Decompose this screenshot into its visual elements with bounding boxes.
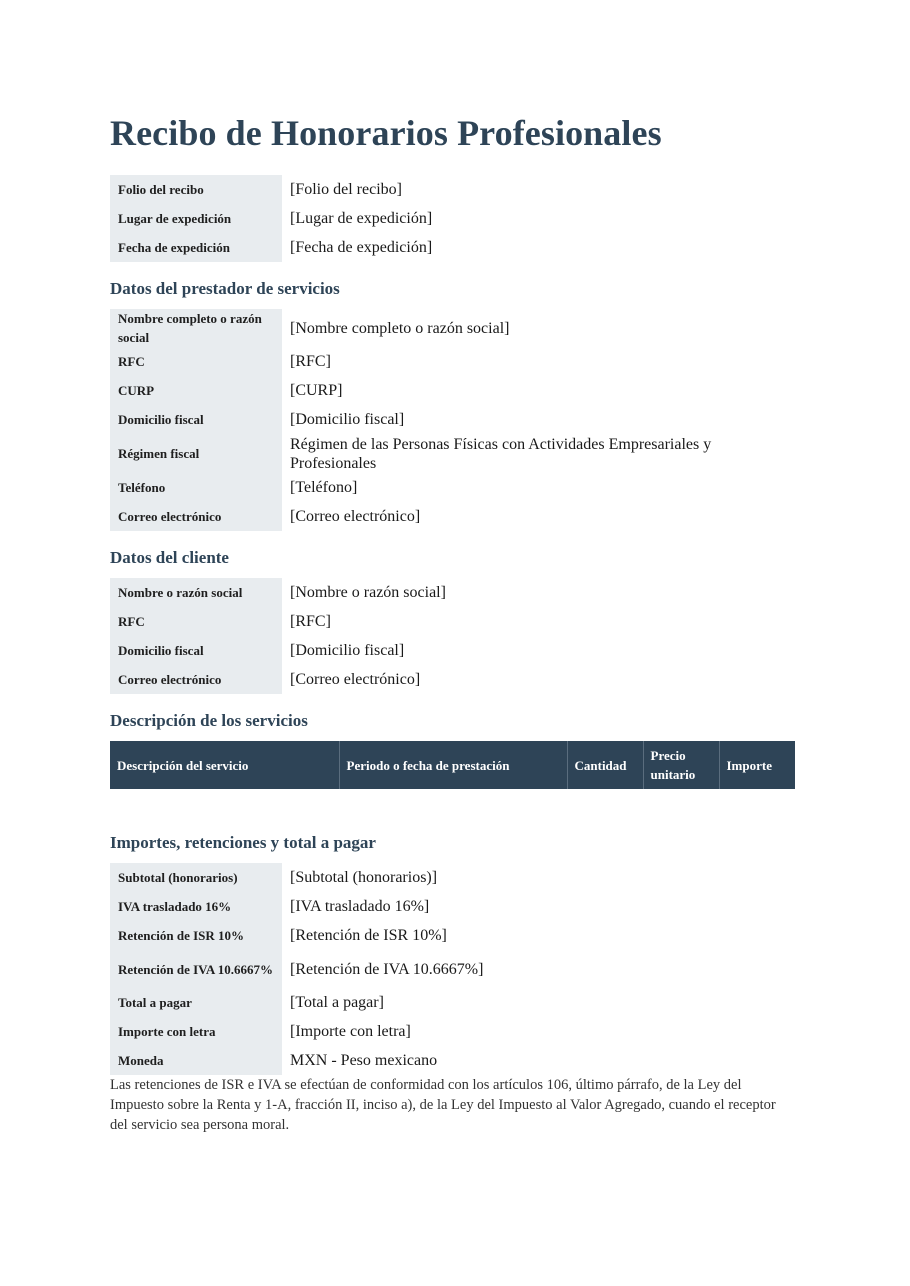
field-row-retencion-isr (110, 921, 795, 950)
totals-fields-table (110, 863, 795, 1075)
legal-note: Las retenciones de ISR e IVA se efectúan de conformidad con los artículos 106, último párrafo, de la Ley del Impuesto sobre la Renta y 1-A, fracción II, inciso a), de la Ley del Impuesto al Valor Agregado, cuando el receptor del servicio sea persona moral. (110, 1077, 776, 1133)
field-row-nombre (110, 309, 795, 347)
field-label: RFC (110, 607, 282, 636)
field-value: [RFC] (290, 353, 331, 370)
field-value: [Correo electrónico] (290, 508, 421, 525)
field-value: [Subtotal (honorarios)] (290, 869, 438, 886)
field-value: [Fecha de expedición] (290, 239, 433, 256)
field-row-correo (110, 502, 795, 531)
field-label: Teléfono (110, 473, 282, 502)
field-value: [Teléfono] (290, 479, 358, 496)
field-label: CURP (110, 376, 282, 405)
field-label: Domicilio fiscal (110, 405, 282, 434)
header-fields-table (110, 175, 795, 262)
field-row-telefono (110, 473, 795, 502)
field-label: Correo electrónico (110, 665, 282, 694)
section-heading-provider: Datos del prestador de servicios (110, 279, 340, 298)
field-value: [Importe con letra] (290, 1023, 411, 1040)
field-row-folio (110, 175, 795, 204)
field-label: Fecha de expedición (110, 233, 282, 262)
column-header-amount: Importe (719, 741, 795, 789)
field-value: [Retención de ISR 10%] (290, 927, 447, 944)
field-label: Retención de ISR 10% (110, 921, 282, 950)
field-value: [IVA trasladado 16%] (290, 898, 430, 915)
field-row-iva-trasladado (110, 892, 795, 921)
field-label: Domicilio fiscal (110, 636, 282, 665)
field-value: [Domicilio fiscal] (290, 642, 405, 659)
section-heading-totals: Importes, retenciones y total a pagar (110, 833, 376, 852)
field-row-retencion-iva (110, 950, 795, 988)
field-value: [Nombre completo o razón social] (290, 319, 510, 337)
provider-fields-table (110, 309, 795, 531)
field-row-lugar (110, 204, 795, 233)
column-header-quantity: Cantidad (567, 741, 643, 789)
field-label: Folio del recibo (110, 175, 282, 204)
services-table (110, 741, 795, 789)
field-value: [RFC] (290, 613, 331, 630)
field-value: [CURP] (290, 382, 343, 399)
field-row-domicilio (110, 636, 795, 665)
field-value: [Nombre o razón social] (290, 584, 446, 601)
field-label: Retención de IVA 10.6667% (110, 950, 282, 988)
field-label: Moneda (110, 1046, 282, 1075)
field-label: Nombre o razón social (110, 578, 282, 607)
field-value: [Retención de IVA 10.6667%] (290, 960, 484, 978)
field-label: Importe con letra (110, 1017, 282, 1046)
column-header-period: Periodo o fecha de prestación (339, 741, 567, 789)
field-label: RFC (110, 347, 282, 376)
field-row-curp (110, 376, 795, 405)
field-row-rfc (110, 607, 795, 636)
field-value: [Lugar de expedición] (290, 210, 433, 227)
field-row-regimen (110, 434, 795, 473)
services-header-row (110, 741, 795, 789)
field-label: Total a pagar (110, 988, 282, 1017)
column-header-unit-price: Precio unitario (643, 741, 719, 789)
field-row-total (110, 988, 795, 1017)
field-label: Subtotal (honorarios) (110, 863, 282, 892)
field-value: MXN - Peso mexicano (290, 1052, 438, 1069)
field-value: [Total a pagar] (290, 994, 384, 1011)
field-row-fecha (110, 233, 795, 262)
field-row-correo (110, 665, 795, 694)
section-heading-client: Datos del cliente (110, 548, 229, 567)
field-label: IVA trasladado 16% (110, 892, 282, 921)
field-row-domicilio (110, 405, 795, 434)
field-label: Correo electrónico (110, 502, 282, 531)
column-header-description: Descripción del servicio (110, 741, 339, 789)
section-heading-services: Descripción de los servicios (110, 711, 308, 730)
field-value: [Correo electrónico] (290, 671, 421, 688)
client-fields-table (110, 578, 795, 694)
field-value: [Domicilio fiscal] (290, 411, 405, 428)
field-row-importe-letra (110, 1017, 795, 1046)
field-row-rfc (110, 347, 795, 376)
page-title: Recibo de Honorarios Profesionales (110, 113, 662, 153)
field-label: Nombre completo o razón social (110, 309, 282, 347)
receipt-document (110, 108, 795, 1135)
field-value: [Folio del recibo] (290, 181, 402, 198)
field-value: Régimen de las Personas Físicas con Actividades Empresariales y Profesionales (290, 435, 712, 472)
field-row-moneda (110, 1046, 795, 1075)
field-row-subtotal (110, 863, 795, 892)
field-label: Lugar de expedición (110, 204, 282, 233)
field-row-nombre (110, 578, 795, 607)
field-label: Régimen fiscal (110, 434, 282, 473)
